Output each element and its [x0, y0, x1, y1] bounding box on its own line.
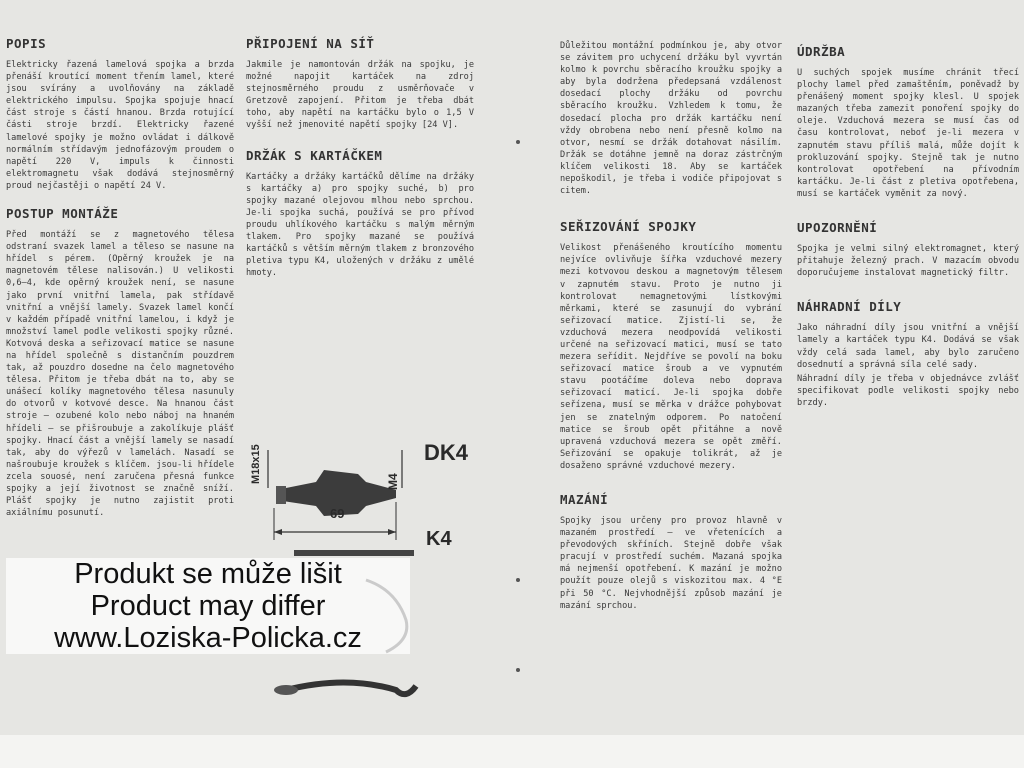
text-udrzba: U suchých spojek musíme chránit třecí plochy lamel před zamaštěním, poněvadž by přenášený moment spojky klesl. U spojek mazaných třeba zamezit ponoření spojky do oleje. Vzduchová mezera se musí čas od času kontrolovat, neboť je-li mezera v zapnutém stavu příliš malá, může dojít k prokluzování spojky. Stejně tak je nutno kontrolovat opotřebení na přívodním kartáčku. Je-li část z pletiva opotřebena, musí se kartáček vyměnit za nový. [797, 68, 1019, 199]
heading-drzak-s-kartackem: DRŽÁK S KARTÁČKEM [246, 147, 383, 163]
scan-speck [516, 140, 520, 144]
text-pripojeni-na-sit: Jakmile je namontován držák na spojku, je možné napojit kartáček na zdroj stejnosměrného proudu z usměrňovače v Gretzově zapojení. Přitom je třeba dbát toho, aby napětí na kartáčku bylo o 1,5 V vyšší než jmenovité napětí spojky [24 V]. [246, 60, 474, 131]
text-montaz-continued: Důležitou montážní podmínkou je, aby otvor se závitem pro uchycení držáku byl vyvrtán kolmo k povrchu sběracího kroužku spojky a aby byla dodržena předepsaná vzdálenost dosedací plochy držáku od povrchu sběracího kroužku. Vzhledem k tomu, že dosedací plocha pro držák kartáčku není vždy obrobena nebo není přesně kolmo na otvor, nesmí se držák dotahovat násilím. Držák se dotáhne jemně na doraz zástrčným klíčem velikosti 18. Aby se kartáček nepoškodil, je třeba i vodiče připojovat s citem. [560, 41, 782, 197]
scan-speck [516, 578, 520, 582]
text-drzak-s-kartackem: Kartáčky a držáky kartáčků dělíme na držáky s kartáčky a) pro spojky suché, b) pro spojky mazané olejovou mlhou nebo sprchou. Je-li spojka suchá, používá se pro přívod proudu uhlíkového kartáčku s malým měrným tlakem. Pro spojky mazané se používá kartáčků s větším měrným tlakem z bronzového pletiva typu K4, uložených v držáku z umělé hmoty. [246, 171, 474, 279]
dk4-thread [276, 486, 286, 504]
heading-mazani: MAZÁNÍ [560, 492, 609, 507]
column-4 [797, 44, 1019, 423]
text-upozorneni: Spojka je velmi silný elektromagnet, který přitahuje železný prach. V mazacím obvodu doporučujeme instalovat magnetický filtr. [797, 244, 1019, 279]
column-1 [6, 36, 234, 533]
text-popis: Elektricky řazená lamelová spojka a brzda přenáší kroutící moment třením lamel, které jsou svírány a uvolňovány na základě elektrického impulsu. Spojka spojuje hnací část stroje s částí hnanou. Brzda rotující části stroje brzdí. Elektricky řazené lamelové spojky je možno ovládat i dálkově normálním střídavým jednofázovým proudem o napětí 220 V, impuls k činnosti elektromagnetu však dodává stejnosměrný proud nejčastěji o napětí 24 V. [6, 60, 234, 191]
heading-popis: POPIS [6, 36, 47, 51]
page-bottom-margin [0, 735, 1024, 768]
heading-serizovani-spojky: SEŘIZOVÁNÍ SPOJKY [560, 219, 697, 235]
text-nahradni-dily-1: Jako náhradní díly jsou vnitřní a vnější lamely a kartáček typu K4. Dodává se však vždy celá sada lamel, aby bylo zaručeno dosednutí a správná síla celé sady. [797, 323, 1019, 370]
length-arrow-left [274, 529, 282, 535]
label-k4: K4 [426, 528, 452, 550]
heading-postup-montaze: POSTUP MONTÁŽE [6, 206, 119, 222]
heading-udrzba: ÚDRŽBA [797, 44, 846, 59]
k4-brush [294, 550, 414, 556]
length-arrow-right [388, 529, 396, 535]
watermark-url: www.Loziska-Policka.cz [54, 622, 362, 654]
watermark-line-cs: Produkt se může lišit [74, 558, 342, 590]
heading-nahradni-dily: NÁHRADNÍ DÍLY [797, 299, 902, 315]
watermark-disclaimer [6, 558, 410, 654]
text-mazani: Spojky jsou určeny pro provoz hlavně v mazaném prostředí — ve vřetenících a převodových skříních. Stejně dobře však pracují v prostředí suchém. Mazaná spojka má nejmenší opotřebení. K mazání je možno použít pouze olejů s viskozitou max. 4 °E při 50 °C. Nejvhodnější způsob mazání je mazání sprchou. [560, 516, 782, 611]
text-nahradni-dily-2: Náhradní díly je třeba v objednávce zvlášť specifikovat podle velikosti spojky nebo brzdy. [797, 373, 1019, 408]
text-serizovani-spojky: Velikost přenášeného kroutícího momentu nejvíce ovlivňuje šířka vzduchové mezery mezi kotvovou deskou a magnetovým tělesem v zapnutém stavu. Proto je nutno ji kontrolovat nemagnetovými lístkovými měrkami, které se zasunují do vybrání seřizovací matice. Zjistí-li se, že vzduchová mezera neodpovídá velikosti určené na seřizovací matici, musí se tato mezera seřídit. Nejdříve se povolí na boku seřizovací matice šroub a ve vypnutém stavu pootáčíme doleva nebo doprava seřizovací maticí. Je-li spojka dobře seřízena, musí se měrka v drážce pohybovat jen se znatelným odporem. Po natočení matice se šroub opět přitáhne a nově upravená vzduchová mezera se opět změří. Seřizování se opakuje tolikrát, až je dosaženo správné vzduchové mezery. [560, 243, 782, 471]
label-dk4: DK4 [424, 440, 469, 465]
heading-upozorneni: UPOZORNĚNÍ [797, 220, 878, 236]
label-m18x15: M18x15 [250, 444, 262, 484]
label-length-69: 69 [330, 506, 345, 521]
brush-cable-end [274, 685, 298, 695]
heading-pripojeni-na-sit: PŘIPOJENÍ NA SÍŤ [246, 36, 375, 51]
column-3 [560, 40, 782, 626]
braided-brush-cable [286, 683, 416, 695]
watermark-line-en: Product may differ [90, 590, 326, 622]
text-postup-montaze: Před montáží se z magnetového tělesa odstraní svazek lamel a těleso se nasune na hřídel s pérem. (Opěrný kroužek je na magnetovém tělese nalisován.) U velikosti 0,6—4, kde opěrný kroužek není, se nasune jako první vnitřní lamela, pak střídavě vnitřní a vnější lamely. Svazek lamel končí v každém případě vnitřní lamelou, i když je množství lamel podle velikosti spojky různé. Kotvová deska a seřizovací matice se nasune na hřídel společně s distančním pouzdrem tak, až pouzdro dosedne na čelo magnetového tělesa. Přitom je třeba dbát na to, aby se unášecí kolíky magnetového tělesa nasunuly do otvorů v kotvové desce. Na hnanou část stroje — ozubené kolo nebo náboj na hnaném hřídeli — se přišroubuje a zakolíkuje plášť spojky. Hnací část a vnější lamely se nasadí tak, aby do výřezů v lamelách. Nasadí se našroubuje kroužek s klíčem. jsou-li hřídele zcela souosé, není zaručena přesná funkce spojky a její životnost se značně sníží. Plášť spojky je nutno zajistit proti axiálnímu posunutí. [6, 230, 234, 519]
column-2 [246, 36, 474, 293]
label-m4: M4 [386, 473, 400, 490]
scan-speck [516, 668, 520, 672]
